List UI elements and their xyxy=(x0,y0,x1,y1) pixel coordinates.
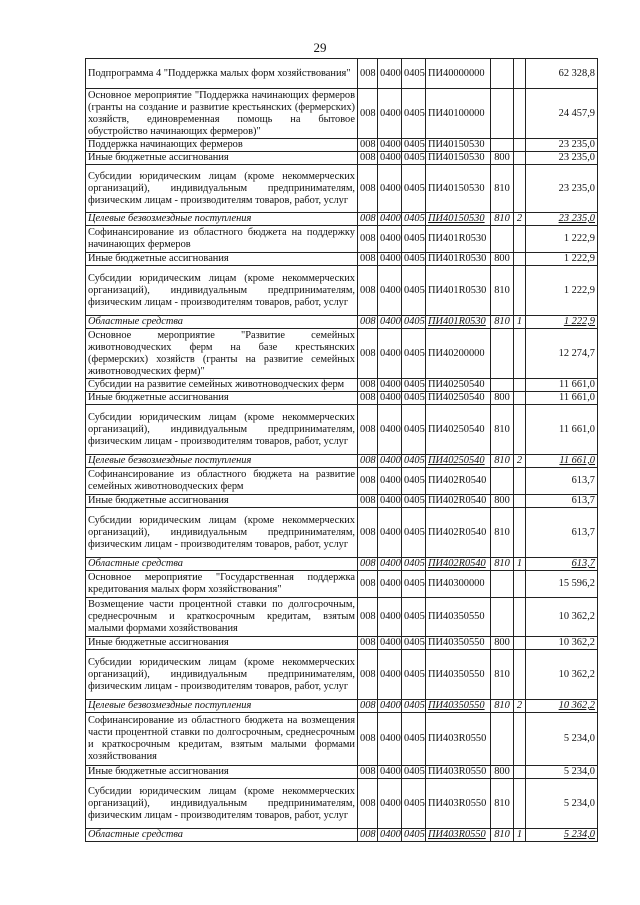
row-description: Основное мероприятие "Развитие семейных животноводческих ферм на базе крестьянских (фермерских) хозяйств (гранты на развитие семейных животноводческих ферм)" xyxy=(86,329,358,379)
admin-code: 008 xyxy=(358,152,378,165)
table-row xyxy=(86,558,598,571)
table-row xyxy=(86,379,598,392)
expense-type-code xyxy=(491,571,514,598)
target-article-code: ПИ40250540 xyxy=(426,405,491,455)
target-article-code: ПИ40350550 xyxy=(426,598,491,637)
amount: 10 362,2 xyxy=(526,650,598,700)
table-row xyxy=(86,213,598,226)
admin-code: 008 xyxy=(358,779,378,829)
amount: 5 234,0 xyxy=(526,766,598,779)
subsection-code: 0405 xyxy=(402,379,426,392)
section-code: 0400 xyxy=(378,165,402,213)
expense-type-code: 810 xyxy=(491,165,514,213)
expense-type-code xyxy=(491,379,514,392)
expense-type-code: 800 xyxy=(491,637,514,650)
table-row xyxy=(86,508,598,558)
amount: 10 362,2 xyxy=(526,598,598,637)
amount: 11 661,0 xyxy=(526,379,598,392)
funding-source-code xyxy=(514,226,526,253)
admin-code: 008 xyxy=(358,266,378,316)
admin-code: 008 xyxy=(358,650,378,700)
subsection-code: 0405 xyxy=(402,59,426,89)
table-row xyxy=(86,405,598,455)
row-description: Областные средства xyxy=(86,558,358,571)
row-description: Иные бюджетные ассигнования xyxy=(86,637,358,650)
admin-code: 008 xyxy=(358,766,378,779)
target-article-code: ПИ40350550 xyxy=(426,700,491,713)
section-code: 0400 xyxy=(378,495,402,508)
section-code: 0400 xyxy=(378,558,402,571)
subsection-code: 0405 xyxy=(402,455,426,468)
funding-source-code: 2 xyxy=(514,700,526,713)
section-code: 0400 xyxy=(378,650,402,700)
table-row xyxy=(86,779,598,829)
section-code: 0400 xyxy=(378,571,402,598)
section-code: 0400 xyxy=(378,266,402,316)
amount: 5 234,0 xyxy=(526,779,598,829)
table-row xyxy=(86,266,598,316)
table-row xyxy=(86,468,598,495)
table-row xyxy=(86,392,598,405)
admin-code: 008 xyxy=(358,316,378,329)
admin-code: 008 xyxy=(358,89,378,139)
section-code: 0400 xyxy=(378,379,402,392)
amount: 1 222,9 xyxy=(526,266,598,316)
admin-code: 008 xyxy=(358,829,378,842)
admin-code: 008 xyxy=(358,392,378,405)
funding-source-code xyxy=(514,266,526,316)
amount: 613,7 xyxy=(526,508,598,558)
expense-type-code: 800 xyxy=(491,766,514,779)
expense-type-code: 810 xyxy=(491,650,514,700)
section-code: 0400 xyxy=(378,316,402,329)
admin-code: 008 xyxy=(358,713,378,766)
subsection-code: 0405 xyxy=(402,152,426,165)
subsection-code: 0405 xyxy=(402,495,426,508)
amount: 1 222,9 xyxy=(526,253,598,266)
funding-source-code xyxy=(514,637,526,650)
expense-type-code: 800 xyxy=(491,253,514,266)
row-description: Софинансирование из областного бюджета на поддержку начинающих фермеров xyxy=(86,226,358,253)
target-article-code: ПИ403R0550 xyxy=(426,829,491,842)
subsection-code: 0405 xyxy=(402,766,426,779)
amount: 23 235,0 xyxy=(526,152,598,165)
funding-source-code xyxy=(514,139,526,152)
funding-source-code xyxy=(514,59,526,89)
subsection-code: 0405 xyxy=(402,558,426,571)
expense-type-code: 810 xyxy=(491,455,514,468)
amount: 5 234,0 xyxy=(526,713,598,766)
section-code: 0400 xyxy=(378,713,402,766)
table-row xyxy=(86,637,598,650)
subsection-code: 0405 xyxy=(402,713,426,766)
expense-type-code: 810 xyxy=(491,316,514,329)
target-article-code: ПИ40100000 xyxy=(426,89,491,139)
funding-source-code xyxy=(514,253,526,266)
amount: 1 222,9 xyxy=(526,226,598,253)
subsection-code: 0405 xyxy=(402,637,426,650)
amount: 23 235,0 xyxy=(526,139,598,152)
table-row xyxy=(86,139,598,152)
expense-type-code xyxy=(491,139,514,152)
row-description: Целевые безвозмездные поступления xyxy=(86,700,358,713)
target-article-code: ПИ402R0540 xyxy=(426,558,491,571)
admin-code: 008 xyxy=(358,379,378,392)
amount: 24 457,9 xyxy=(526,89,598,139)
funding-source-code: 1 xyxy=(514,316,526,329)
expense-type-code xyxy=(491,713,514,766)
target-article-code: ПИ402R0540 xyxy=(426,468,491,495)
subsection-code: 0405 xyxy=(402,405,426,455)
section-code: 0400 xyxy=(378,253,402,266)
admin-code: 008 xyxy=(358,637,378,650)
amount: 11 661,0 xyxy=(526,392,598,405)
amount: 23 235,0 xyxy=(526,213,598,226)
funding-source-code xyxy=(514,152,526,165)
funding-source-code xyxy=(514,650,526,700)
admin-code: 008 xyxy=(358,508,378,558)
admin-code: 008 xyxy=(358,226,378,253)
row-description: Субсидии юридическим лицам (кроме некоммерческих организаций), индивидуальным предпринимателям, физическим лицам - производителям товаров, работ, услуг xyxy=(86,165,358,213)
row-description: Субсидии юридическим лицам (кроме некоммерческих организаций), индивидуальным предпринимателям, физическим лицам - производителям товаров, работ, услуг xyxy=(86,508,358,558)
target-article-code: ПИ403R0550 xyxy=(426,779,491,829)
funding-source-code: 2 xyxy=(514,455,526,468)
amount: 12 274,7 xyxy=(526,329,598,379)
funding-source-code xyxy=(514,766,526,779)
table-row xyxy=(86,650,598,700)
subsection-code: 0405 xyxy=(402,700,426,713)
funding-source-code xyxy=(514,392,526,405)
section-code: 0400 xyxy=(378,508,402,558)
amount: 613,7 xyxy=(526,495,598,508)
section-code: 0400 xyxy=(378,700,402,713)
funding-source-code xyxy=(514,495,526,508)
funding-source-code: 1 xyxy=(514,558,526,571)
row-description: Областные средства xyxy=(86,829,358,842)
admin-code: 008 xyxy=(358,253,378,266)
target-article-code: ПИ40150530 xyxy=(426,213,491,226)
section-code: 0400 xyxy=(378,89,402,139)
amount: 11 661,0 xyxy=(526,405,598,455)
admin-code: 008 xyxy=(358,700,378,713)
target-article-code: ПИ40200000 xyxy=(426,329,491,379)
subsection-code: 0405 xyxy=(402,226,426,253)
page-number: 29 xyxy=(313,40,327,55)
admin-code: 008 xyxy=(358,571,378,598)
table-row xyxy=(86,316,598,329)
row-description: Субсидии юридическим лицам (кроме некоммерческих организаций), индивидуальным предпринимателям, физическим лицам - производителям товаров, работ, услуг xyxy=(86,266,358,316)
table-row xyxy=(86,226,598,253)
table-row xyxy=(86,253,598,266)
funding-source-code xyxy=(514,713,526,766)
amount: 11 661,0 xyxy=(526,455,598,468)
table-row xyxy=(86,571,598,598)
target-article-code: ПИ40350550 xyxy=(426,650,491,700)
expense-type-code xyxy=(491,89,514,139)
row-description: Основное мероприятие "Поддержка начинающих фермеров (гранты на создание и развитие крестьянских (фермерских) хозяйств, единовременная помощь на бытовое обустройство начинающих фермеров)" xyxy=(86,89,358,139)
section-code: 0400 xyxy=(378,779,402,829)
section-code: 0400 xyxy=(378,59,402,89)
expense-type-code: 810 xyxy=(491,829,514,842)
amount: 1 222,9 xyxy=(526,316,598,329)
budget-table xyxy=(85,58,598,842)
expense-type-code: 810 xyxy=(491,213,514,226)
target-article-code: ПИ40150530 xyxy=(426,165,491,213)
admin-code: 008 xyxy=(358,139,378,152)
table-row xyxy=(86,455,598,468)
admin-code: 008 xyxy=(358,213,378,226)
row-description: Иные бюджетные ассигнования xyxy=(86,766,358,779)
target-article-code: ПИ40250540 xyxy=(426,392,491,405)
amount: 10 362,2 xyxy=(526,637,598,650)
subsection-code: 0405 xyxy=(402,598,426,637)
subsection-code: 0405 xyxy=(402,329,426,379)
table-row xyxy=(86,598,598,637)
subsection-code: 0405 xyxy=(402,508,426,558)
expense-type-code xyxy=(491,226,514,253)
table-row xyxy=(86,700,598,713)
section-code: 0400 xyxy=(378,213,402,226)
expense-type-code xyxy=(491,59,514,89)
row-description: Целевые безвозмездные поступления xyxy=(86,213,358,226)
subsection-code: 0405 xyxy=(402,253,426,266)
funding-source-code xyxy=(514,468,526,495)
section-code: 0400 xyxy=(378,468,402,495)
expense-type-code xyxy=(491,468,514,495)
admin-code: 008 xyxy=(358,455,378,468)
funding-source-code xyxy=(514,329,526,379)
funding-source-code: 2 xyxy=(514,213,526,226)
admin-code: 008 xyxy=(358,558,378,571)
table-row xyxy=(86,59,598,89)
expense-type-code xyxy=(491,329,514,379)
amount: 10 362,2 xyxy=(526,700,598,713)
funding-source-code xyxy=(514,379,526,392)
target-article-code: ПИ40150530 xyxy=(426,152,491,165)
table-row xyxy=(86,766,598,779)
row-description: Возмещение части процентной ставки по долгосрочным, среднесрочным и краткосрочным кредитам, взятым малыми формами хозяйствования xyxy=(86,598,358,637)
subsection-code: 0405 xyxy=(402,89,426,139)
amount: 23 235,0 xyxy=(526,165,598,213)
expense-type-code: 810 xyxy=(491,266,514,316)
funding-source-code xyxy=(514,571,526,598)
subsection-code: 0405 xyxy=(402,571,426,598)
target-article-code: ПИ40000000 xyxy=(426,59,491,89)
section-code: 0400 xyxy=(378,637,402,650)
target-article-code: ПИ40250540 xyxy=(426,379,491,392)
subsection-code: 0405 xyxy=(402,139,426,152)
admin-code: 008 xyxy=(358,598,378,637)
target-article-code: ПИ401R0530 xyxy=(426,266,491,316)
admin-code: 008 xyxy=(358,468,378,495)
section-code: 0400 xyxy=(378,139,402,152)
target-article-code: ПИ401R0530 xyxy=(426,316,491,329)
row-description: Целевые безвозмездные поступления xyxy=(86,455,358,468)
target-article-code: ПИ402R0540 xyxy=(426,495,491,508)
expense-type-code: 810 xyxy=(491,558,514,571)
expense-type-code: 800 xyxy=(491,392,514,405)
table-row xyxy=(86,152,598,165)
admin-code: 008 xyxy=(358,59,378,89)
table-row xyxy=(86,829,598,842)
expense-type-code xyxy=(491,598,514,637)
row-description: Поддержка начинающих фермеров xyxy=(86,139,358,152)
row-description: Субсидии юридическим лицам (кроме некоммерческих организаций), индивидуальным предпринимателям, физическим лицам - производителям товаров, работ, услуг xyxy=(86,779,358,829)
subsection-code: 0405 xyxy=(402,829,426,842)
row-description: Иные бюджетные ассигнования xyxy=(86,253,358,266)
table-row xyxy=(86,89,598,139)
row-description: Софинансирование из областного бюджета на развитие семейных животноводческих ферм xyxy=(86,468,358,495)
funding-source-code xyxy=(514,165,526,213)
admin-code: 008 xyxy=(358,329,378,379)
funding-source-code xyxy=(514,598,526,637)
funding-source-code xyxy=(514,405,526,455)
amount: 613,7 xyxy=(526,468,598,495)
subsection-code: 0405 xyxy=(402,468,426,495)
subsection-code: 0405 xyxy=(402,316,426,329)
target-article-code: ПИ401R0530 xyxy=(426,253,491,266)
funding-source-code xyxy=(514,508,526,558)
section-code: 0400 xyxy=(378,392,402,405)
section-code: 0400 xyxy=(378,829,402,842)
row-description: Основное мероприятие "Государственная поддержка кредитования малых форм хозяйствования" xyxy=(86,571,358,598)
target-article-code: ПИ401R0530 xyxy=(426,226,491,253)
table-row xyxy=(86,495,598,508)
subsection-code: 0405 xyxy=(402,779,426,829)
table-row xyxy=(86,165,598,213)
funding-source-code xyxy=(514,779,526,829)
expense-type-code: 810 xyxy=(491,508,514,558)
row-description: Иные бюджетные ассигнования xyxy=(86,495,358,508)
row-description: Областные средства xyxy=(86,316,358,329)
row-description: Субсидии юридическим лицам (кроме некоммерческих организаций), индивидуальным предпринимателям, физическим лицам - производителям товаров, работ, услуг xyxy=(86,650,358,700)
subsection-code: 0405 xyxy=(402,650,426,700)
admin-code: 008 xyxy=(358,405,378,455)
target-article-code: ПИ403R0550 xyxy=(426,766,491,779)
row-description: Софинансирование из областного бюджета на возмещения части процентной ставки по долгосрочным, среднесрочным и краткосрочным кредитам, взятым малыми формами хозяйствования xyxy=(86,713,358,766)
subsection-code: 0405 xyxy=(402,165,426,213)
expense-type-code: 800 xyxy=(491,152,514,165)
table-row xyxy=(86,329,598,379)
section-code: 0400 xyxy=(378,766,402,779)
section-code: 0400 xyxy=(378,226,402,253)
row-description: Субсидии на развитие семейных животноводческих ферм xyxy=(86,379,358,392)
row-description: Субсидии юридическим лицам (кроме некоммерческих организаций), индивидуальным предпринимателям, физическим лицам - производителям товаров, работ, услуг xyxy=(86,405,358,455)
amount: 5 234,0 xyxy=(526,829,598,842)
subsection-code: 0405 xyxy=(402,266,426,316)
section-code: 0400 xyxy=(378,152,402,165)
target-article-code: ПИ40300000 xyxy=(426,571,491,598)
expense-type-code: 810 xyxy=(491,779,514,829)
funding-source-code xyxy=(514,89,526,139)
expense-type-code: 810 xyxy=(491,405,514,455)
amount: 613,7 xyxy=(526,558,598,571)
target-article-code: ПИ40250540 xyxy=(426,455,491,468)
expense-type-code: 810 xyxy=(491,700,514,713)
admin-code: 008 xyxy=(358,165,378,213)
section-code: 0400 xyxy=(378,455,402,468)
budget-table-body xyxy=(86,59,598,842)
target-article-code: ПИ40150530 xyxy=(426,139,491,152)
section-code: 0400 xyxy=(378,405,402,455)
section-code: 0400 xyxy=(378,329,402,379)
amount: 62 328,8 xyxy=(526,59,598,89)
admin-code: 008 xyxy=(358,495,378,508)
target-article-code: ПИ402R0540 xyxy=(426,508,491,558)
table-row xyxy=(86,713,598,766)
row-description: Иные бюджетные ассигнования xyxy=(86,152,358,165)
row-description: Иные бюджетные ассигнования xyxy=(86,392,358,405)
expense-type-code: 800 xyxy=(491,495,514,508)
funding-source-code: 1 xyxy=(514,829,526,842)
target-article-code: ПИ403R0550 xyxy=(426,713,491,766)
subsection-code: 0405 xyxy=(402,392,426,405)
amount: 15 596,2 xyxy=(526,571,598,598)
target-article-code: ПИ40350550 xyxy=(426,637,491,650)
subsection-code: 0405 xyxy=(402,213,426,226)
section-code: 0400 xyxy=(378,598,402,637)
row-description: Подпрограмма 4 "Поддержка малых форм хозяйствования" xyxy=(86,59,358,89)
